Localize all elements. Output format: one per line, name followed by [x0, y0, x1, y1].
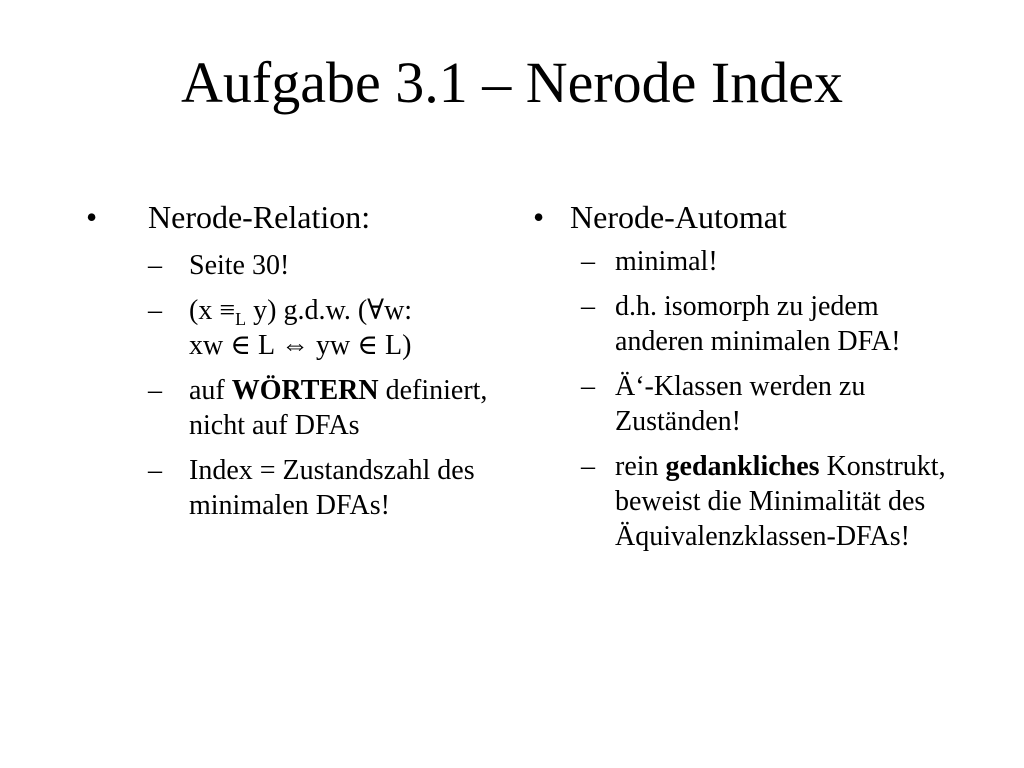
- bullet-heading: Nerode-Automat: [570, 199, 787, 235]
- bullet-item-nerode-relation: [86, 198, 516, 236]
- dash-icon: –: [148, 250, 162, 281]
- sub-item-text: minimal!: [615, 246, 718, 277]
- dash-icon: –: [148, 375, 162, 406]
- sub-item-text: definiert, nicht auf DFAs: [189, 375, 488, 441]
- sub-item-relation-definition: [86, 293, 516, 363]
- formula-line-2: xw ∈ L ⇔ yw ∈ L): [189, 330, 412, 361]
- formula-line-1: [189, 295, 413, 329]
- sub-item-text: Ä‘-Klassen werden zu Zuständen!: [615, 371, 866, 437]
- dash-icon: –: [148, 455, 162, 486]
- emphasis-text: gedankliches: [665, 451, 820, 482]
- dash-icon: –: [581, 371, 595, 402]
- bullet-heading: Nerode-Relation:: [148, 199, 371, 235]
- sub-item-minimal: [533, 244, 953, 279]
- sub-item-woertern: [86, 373, 516, 443]
- sub-item-text: auf: [189, 375, 232, 406]
- left-column: [86, 198, 516, 533]
- bullet-item-nerode-automat: [533, 198, 953, 236]
- sub-item-text: Konstrukt, beweist die Minimalität des Äquivalenzklassen-DFAs!: [615, 451, 946, 552]
- sub-item-text: Index = Zustandszahl des minimalen DFAs!: [189, 455, 475, 521]
- sub-item-isomorph: [533, 289, 953, 359]
- emphasis-text: WÖRTERN: [231, 375, 379, 406]
- dash-icon: –: [148, 295, 162, 326]
- bullet-icon: •: [86, 199, 98, 235]
- dash-icon: –: [581, 291, 595, 322]
- sub-list: [533, 244, 953, 554]
- sub-item-gedankliches: [533, 449, 953, 554]
- sub-item-klassen: [533, 369, 953, 439]
- sub-item-text: rein: [615, 451, 666, 482]
- sub-item-index: [86, 453, 516, 523]
- sub-list: [86, 248, 516, 523]
- dash-icon: –: [581, 451, 595, 482]
- formula-part: (x ≡: [189, 295, 236, 326]
- sub-item-text: Seite 30!: [189, 250, 290, 281]
- sub-item-seite: [86, 248, 516, 283]
- sub-item-text: d.h. isomorph zu jedem anderen minimalen DFA!: [615, 291, 901, 357]
- formula-part: y) g.d.w. (∀w:: [246, 295, 413, 326]
- bullet-icon: •: [533, 199, 545, 235]
- right-column: [533, 198, 953, 564]
- dash-icon: –: [581, 246, 595, 277]
- formula-subscript: L: [235, 309, 247, 329]
- slide-title: Aufgabe 3.1 – Nerode Index: [181, 50, 843, 115]
